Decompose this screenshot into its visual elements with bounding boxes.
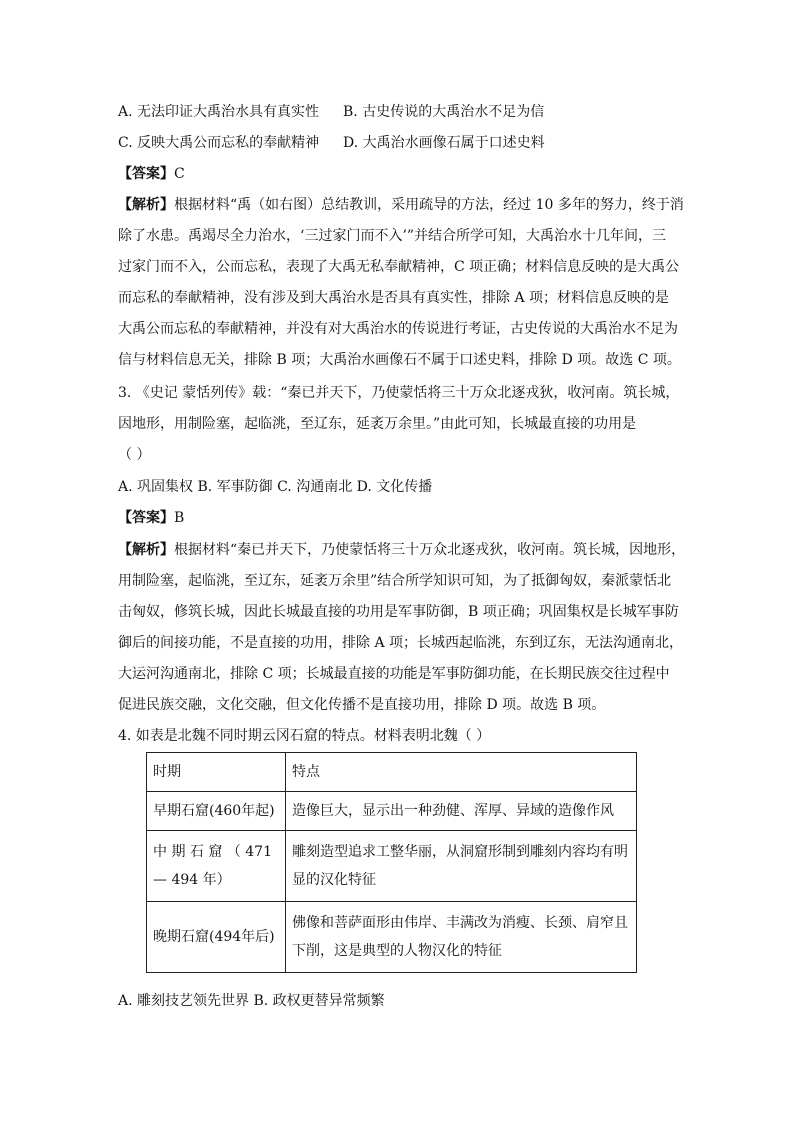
analysis-label: 【解析】 bbox=[118, 197, 174, 213]
answer-label: 【答案】 bbox=[118, 510, 174, 526]
answer-value: B bbox=[174, 510, 185, 526]
q4-options: A. 雕刻技艺领先世界 B. 政权更替异常频繁 bbox=[118, 993, 385, 1009]
table-cell: 中 期 石 窟 （ 471— 494 年） bbox=[147, 831, 286, 902]
q3-analysis-line-5: 大运河沟通南北，排除 C 项；长城最直接的功能是军事防御功能，在长期民族交往过程中 bbox=[118, 666, 670, 682]
q2-analysis-line-6: 信与材料信息无关，排除 B 项；大禹治水画像石不属于口述史料，排除 D 项。故选 C 项。 bbox=[118, 352, 681, 368]
q2-option-a: A. 无法印证大禹治水具有真实性 bbox=[118, 104, 320, 120]
q2-analysis-line-2: 除了水患。禹竭尽全力治水，‘三过家门而不入’”并结合所学可知，大禹治水十几年间，三 bbox=[118, 228, 667, 244]
q3-analysis-line-2: 用制险塞，起临洮，至辽东，延袤万余里”结合所学知识可知，为了抵御匈奴，秦派蒙恬北 bbox=[118, 573, 672, 589]
q2-analysis-line-1: 【解析】根据材料“禹（如右图）总结教训，采用疏导的方法，经过 10 多年的努力，终于消 bbox=[118, 197, 684, 213]
q2-analysis-line-4: 而忘私的奉献精神，没有涉及到大禹治水是否具有真实性，排除 A 项；材料信息反映的是 bbox=[118, 290, 670, 306]
table-header-feature: 特点 bbox=[286, 753, 637, 792]
table-cell: 晚期石窟(494年后) bbox=[147, 902, 286, 973]
q3-analysis-line-1: 【解析】根据材料“秦已并天下，乃使蒙恬将三十万众北逐戎狄，收河南。筑长城，因地形， bbox=[118, 542, 686, 558]
q3-analysis-line-6: 促进民族交融，文化交融，但文化传播不是直接功用，排除 D 项。故选 B 项。 bbox=[118, 697, 606, 713]
q3-options: A. 巩固集权 B. 军事防御 C. 沟通南北 D. 文化传播 bbox=[118, 479, 433, 495]
table-cell: 佛像和菩萨面形由伟岸、丰满改为消瘦、长颈、肩窄且下削，这是典型的人物汉化的特征 bbox=[286, 902, 637, 973]
q3-stem-line-2: 因地形，用制险塞，起临洮，至辽东，延袤万余里。”由此可知，长城最直接的功用是 bbox=[118, 416, 637, 432]
q2-answer bbox=[118, 164, 185, 184]
analysis-label: 【解析】 bbox=[118, 542, 174, 558]
table-header-row bbox=[147, 753, 637, 792]
q2-option-row-1 bbox=[118, 102, 545, 122]
q4-stem: 4. 如表是北魏不同时期云冈石窟的特点。材料表明北魏（ ） bbox=[118, 728, 491, 744]
table-row bbox=[147, 792, 637, 831]
q4-table bbox=[146, 752, 637, 973]
table-cell: 雕刻造型追求工整华丽，从洞窟形制到雕刻内容均有明显的汉化特征 bbox=[286, 831, 637, 902]
q2-option-row-2 bbox=[118, 133, 545, 153]
table-cell: 造像巨大，显示出一种劲健、浑厚、异域的造像作风 bbox=[286, 792, 637, 831]
table-header-period: 时期 bbox=[147, 753, 286, 792]
q3-answer bbox=[118, 508, 184, 528]
q2-analysis-line-3: 过家门而不入，公而忘私，表现了大禹无私奉献精神，C 项正确；材料信息反映的是大禹公 bbox=[118, 259, 680, 275]
table-row bbox=[147, 831, 637, 902]
q3-stem-line-3: （ ） bbox=[118, 447, 151, 463]
q3-analysis-line-3: 击匈奴，修筑长城，因此长城最直接的功用是军事防御，B 项正确；巩固集权是长城军事防 bbox=[118, 604, 679, 620]
q3-stem-line-1: 3. 《史记 蒙恬列传》载：“秦已并天下，乃使蒙恬将三十万众北逐戎狄，收河南。筑长城， bbox=[118, 385, 680, 401]
q2-option-d: D. 大禹治水画像石属于口述史料 bbox=[343, 135, 545, 151]
q2-option-c: C. 反映大禹公而忘私的奉献精神 bbox=[118, 135, 320, 151]
q2-analysis-line-5: 大禹公而忘私的奉献精神，并没有对大禹治水的传说进行考证，古史传说的大禹治水不足为 bbox=[118, 321, 678, 337]
answer-label: 【答案】 bbox=[118, 166, 174, 182]
table-row bbox=[147, 902, 637, 973]
q2-option-b: B. 古史传说的大禹治水不足为信 bbox=[343, 104, 545, 120]
answer-value: C bbox=[174, 166, 185, 182]
table-cell: 早期石窟(460年起) bbox=[147, 792, 286, 831]
q3-analysis-line-4: 御后的间接功能，不是直接的功用，排除 A 项；长城西起临洮，东到辽东，无法沟通南北， bbox=[118, 635, 684, 651]
